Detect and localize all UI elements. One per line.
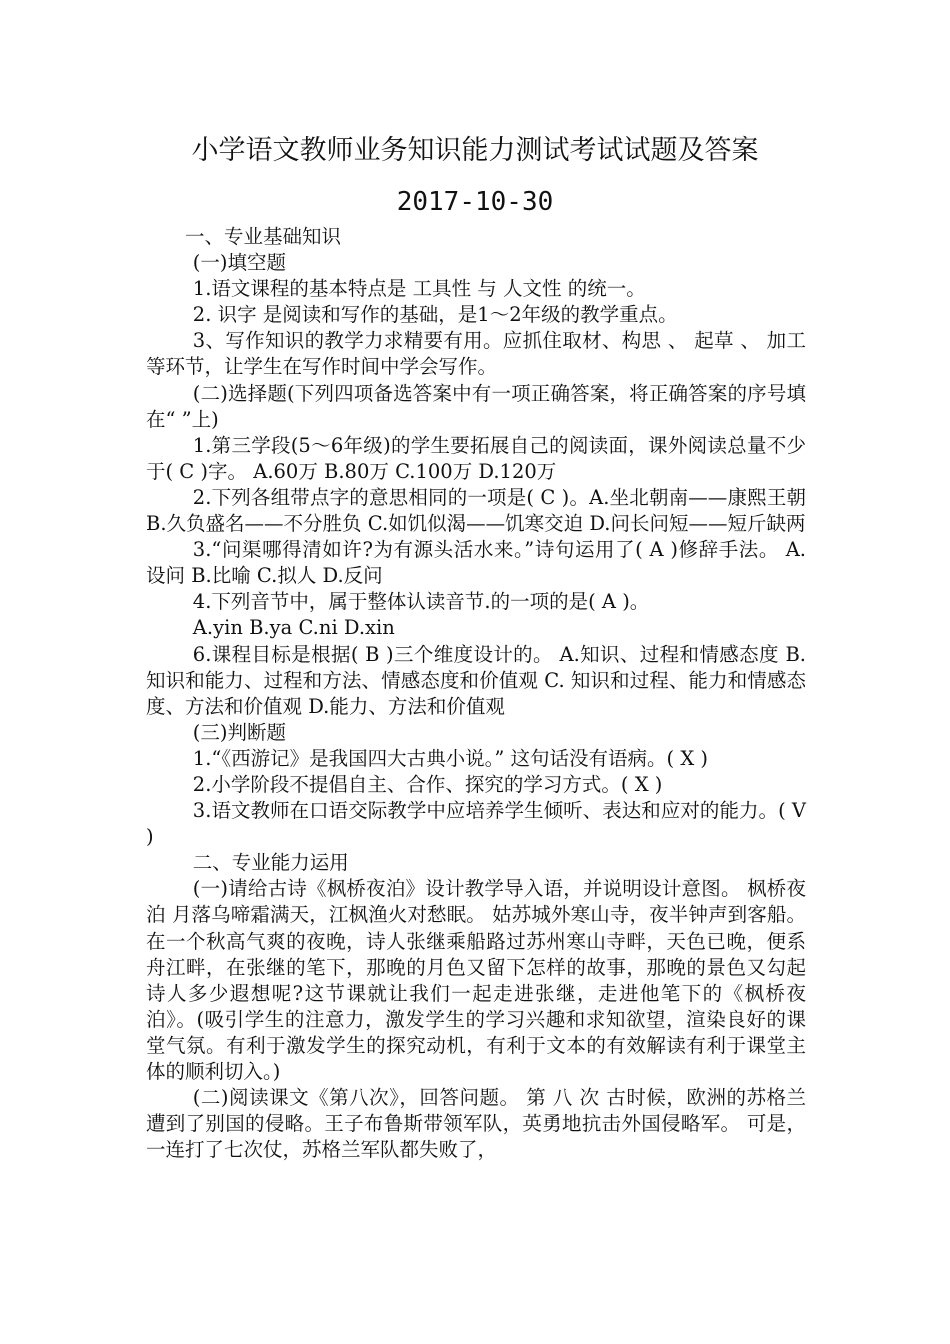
document-title: 小学语文教师业务知识能力测试考试试题及答案 [191,135,759,166]
question-paragraph: 4.下列音节中，属于整体认读音节.的一项的是( A )。 [192,590,650,614]
question-paragraph: 3、写作知识的教学力求精要有用。应抓住取材、构思 、 起草 、 加工 等环节，让学生在写作时间中学会写作。 [146,329,806,379]
subsection-heading: (一)填空题 [192,251,287,275]
section-heading: 一、专业基础知识 [185,225,342,248]
question-paragraph: 6.课程目标是根据( B )三个维度设计的。 A.知识、过程和情感态度 B.知识和能力、过程和方法、情感态度和价值观 C. 知识和过程、能力和情感态度、方法和价值观 D.能力、方法和价值观 [146,642,806,718]
question-paragraph: 3.语文教师在口语交际教学中应培养学生倾听、表达和应对的能力。( V ) [146,799,806,849]
question-paragraph: 1.第三学段(5～6年级)的学生要拓展自己的阅读面，课外阅读总量不少于( C )字。 A.60万 B.80万 C.100万 D.120万 [146,433,806,483]
question-paragraph: 3.“问渠哪得清如许?为有源头活水来。”诗句运用了( A )修辞手法。 A.设问 B.比喻 C.拟人 D.反问 [146,538,806,588]
question-paragraph: (二)阅读课文《第八次》，回答问题。 第 八 次 古时候，欧洲的苏格兰遭到了别国的侵略。王子布鲁斯带领军队，英勇地抗击外国侵略军。 可是，一连打了七次仗，苏格兰军队都失败了， [146,1086,806,1162]
question-paragraph: 1.语文课程的基本特点是 工具性 与 人文性 的统一。 [192,277,646,301]
document-body [146,224,806,1163]
question-paragraph: 2. 识字 是阅读和写作的基础，是1～2年级的教学重点。 [192,303,678,327]
document-date: 2017-10-30 [396,187,554,217]
question-paragraph: (一)请给古诗《枫桥夜泊》设计教学导入语，并说明设计意图。 枫桥夜泊 月落乌啼霜满天，江枫渔火对愁眠。 姑苏城外寒山寺，夜半钟声到客船。 在一个秋高气爽的夜晚，诗人张继乘船路过苏州寒山寺畔，天色已晚，便系舟江畔，在张继的笔下，那晚的月色又留下怎样的故事，那晚的景色又勾起诗人多少遐想呢?这节课就让我们一起走进张继，走进他笔下的《枫桥夜泊》。(吸引学生的注意力，激发学生的学习兴趣和求知欲望，渲染良好的课堂气氛。有利于激发学生的探究动机，有利于文本的有效解读有利于课堂主体的顺利切入。) [146,877,806,1083]
answer-options: A.yin B.ya C.ni D.xin [192,616,395,640]
question-paragraph: 2.小学阶段不提倡自主、合作、探究的学习方式。( X ) [192,772,663,796]
question-paragraph: 2.下列各组带点字的意思相同的一项是( C )。A.坐北朝南——康熙王朝 B.久负盛名——不分胜负 C.如饥似渴——饥寒交迫 D.问长问短——短斤缺两 [146,485,806,536]
subsection-heading: (二)选择题(下列四项备选答案中有一项正确答案，将正确答案的序号填在“ ”上) [146,381,806,431]
section-heading: 二、专业能力运用 [192,851,349,875]
subsection-heading: (三)判断题 [192,720,287,744]
question-paragraph: 1.“《西游记》是我国四大古典小说。” 这句话没有语病。( X ) [192,746,709,770]
